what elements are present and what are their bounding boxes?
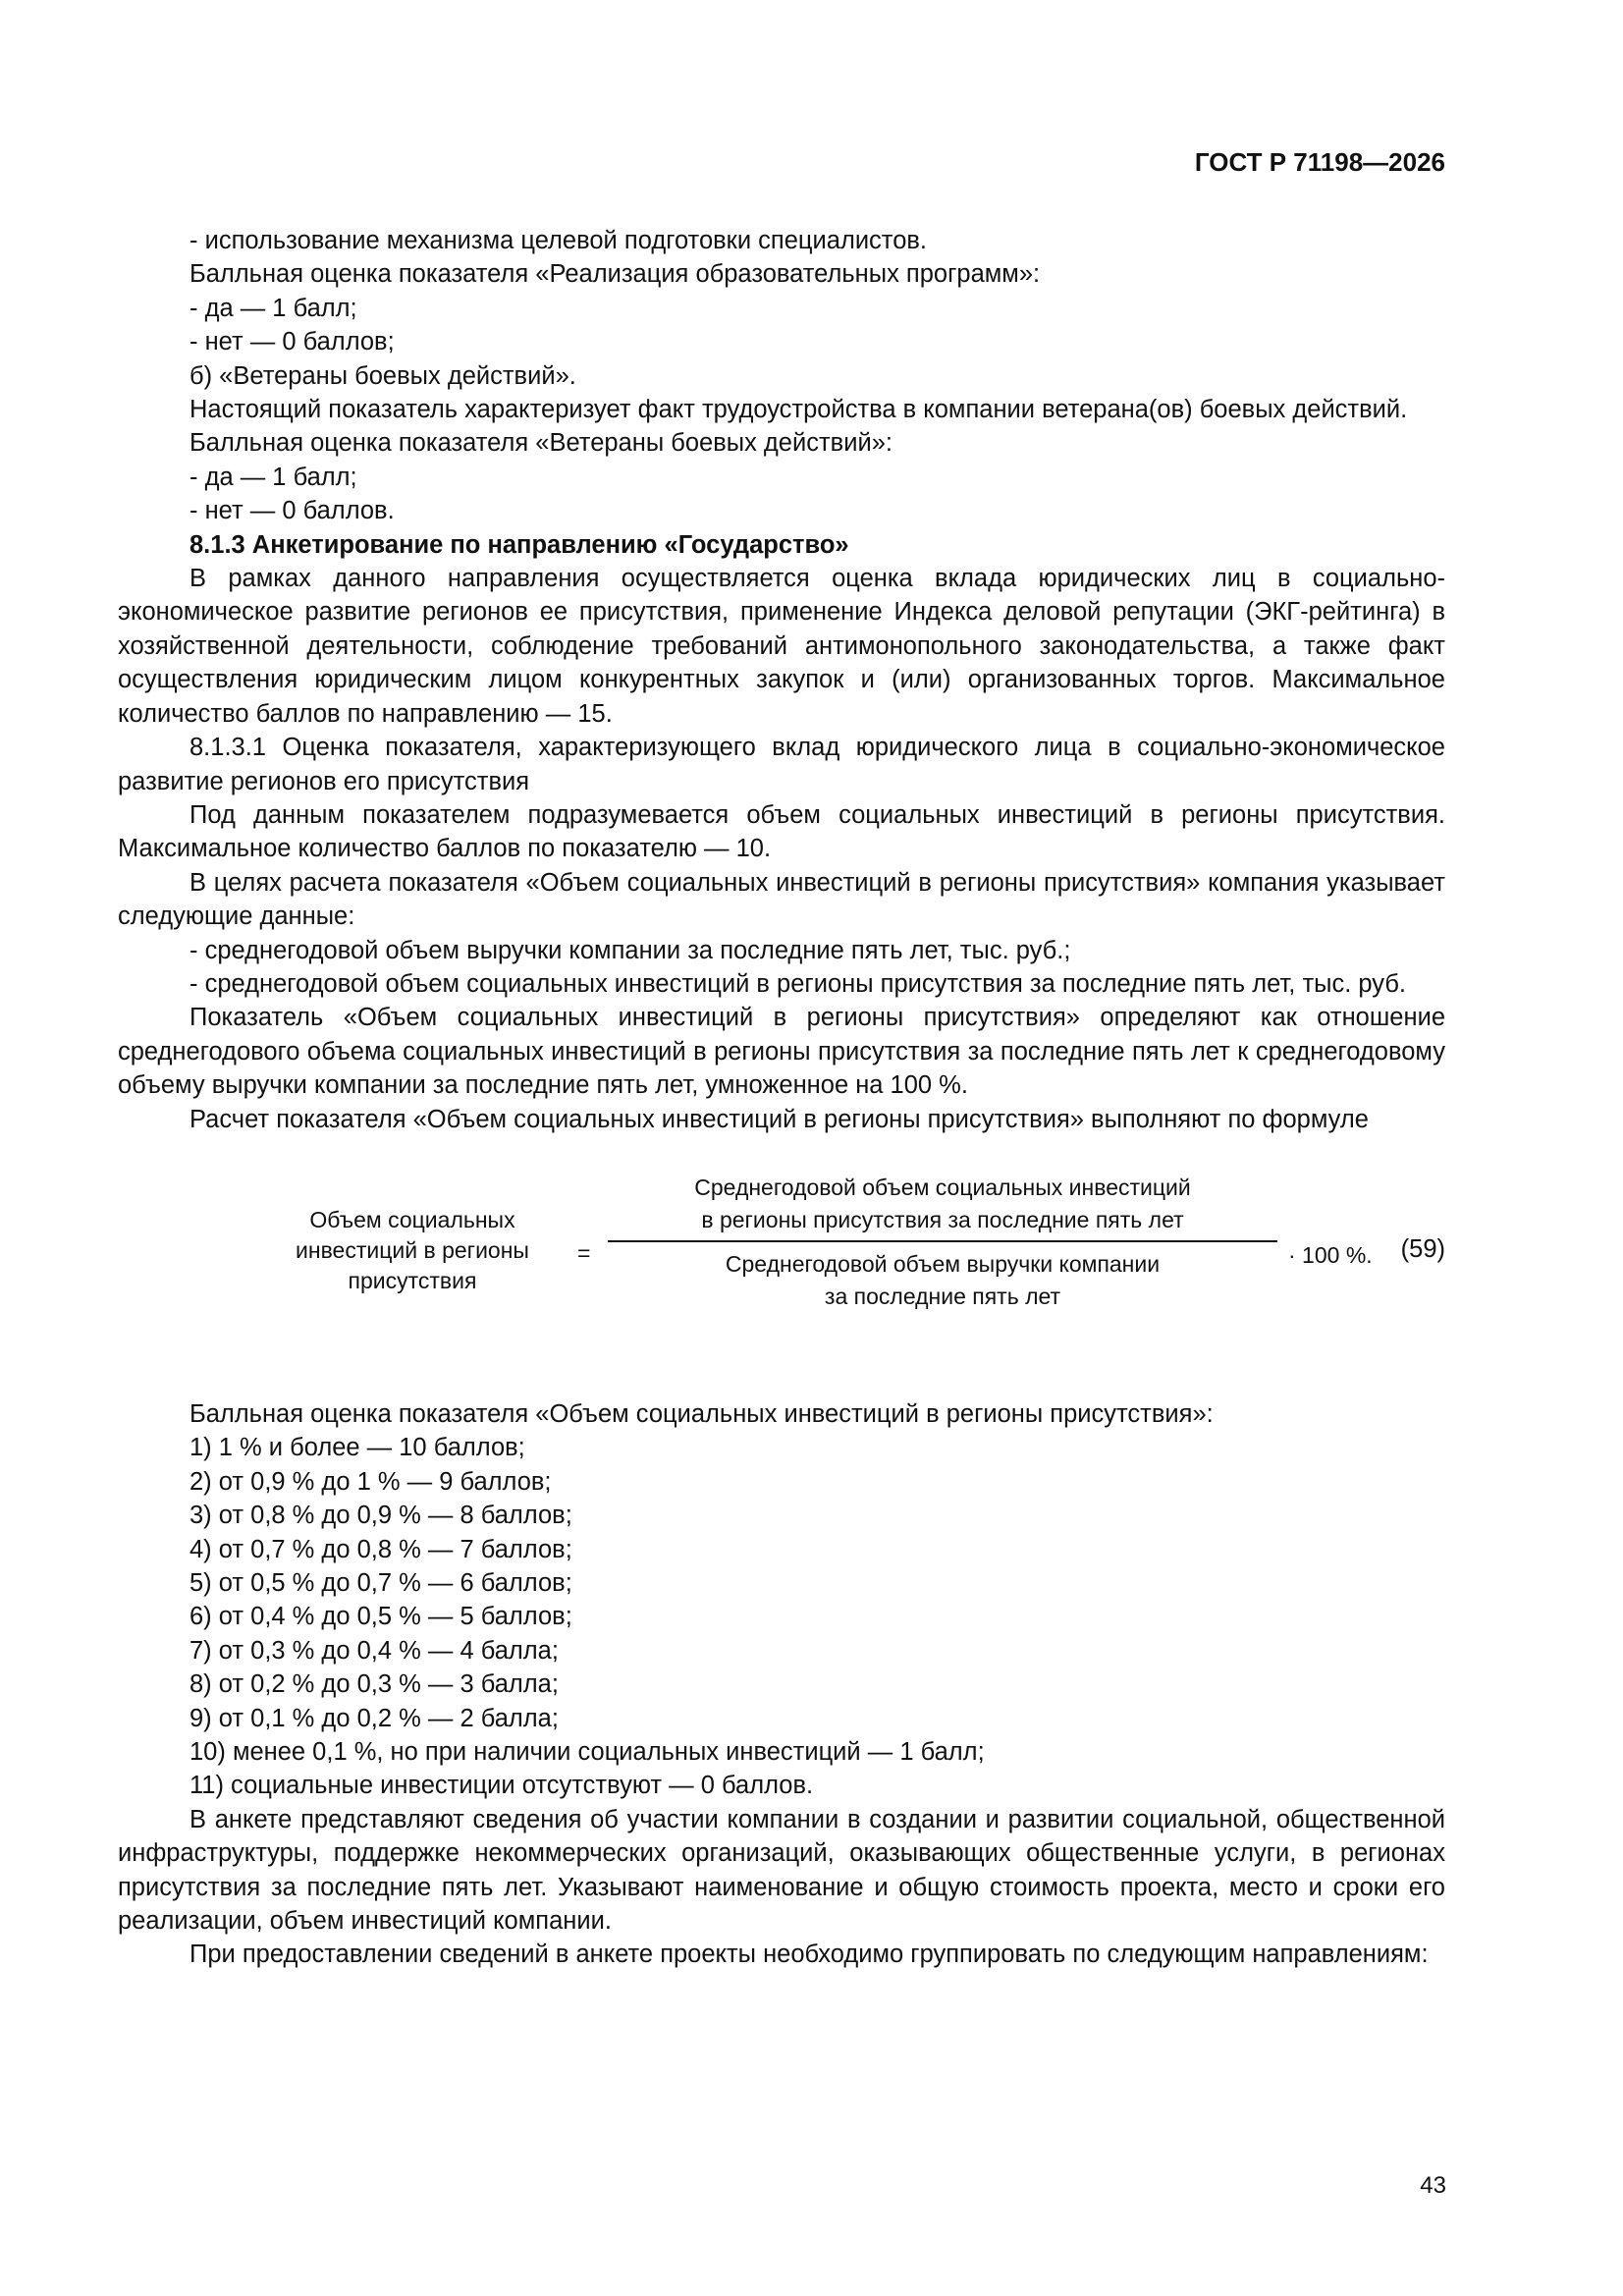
list-item: 3) от 0,8 % до 0,9 % — 8 баллов;	[189, 1502, 572, 1530]
formula-lhs-line: инвестиций в регионы	[296, 1236, 529, 1263]
list-item: - среднегодовой объем выручки компании за последние пять лет, тыс. руб.;	[189, 936, 1071, 964]
list-item: 1) 1 % и более — 10 баллов;	[189, 1434, 525, 1462]
paragraph: В рамках данного направления осуществляется оценка вклада юридических лиц в социально-экономическое развитие регионов ее присутствия, применение Индекса деловой репутации (ЭКГ-рейтинга) в хозяйственной деятельности, соблюдение требований антимонопольного законодательства, а также факт осуществления юридическим лицом конкурентных закупок и (или) организованных торгов. Максимальное количество баллов по направлению — 15.	[118, 565, 1445, 728]
list-item: 9) от 0,1 % до 0,2 % — 2 балла;	[189, 1704, 559, 1732]
paragraph: В целях расчета показателя «Объем социальных инвестиций в регионы присутствия» компания указывает следующие данные:	[118, 868, 1445, 931]
list-item: 7) от 0,3 % до 0,4 % — 4 балла;	[189, 1636, 559, 1665]
paragraph: При предоставлении сведений в анкете проекты необходимо группировать по следующим направлениям:	[189, 1941, 1429, 1969]
paragraph: Настоящий показатель характеризует факт трудоустройства в компании ветерана(ов) боевых действий.	[189, 396, 1408, 424]
list-item: 10) менее 0,1 %, но при наличии социальных инвестиций — 1 балл;	[189, 1738, 985, 1767]
formula-numerator	[604, 1172, 1281, 1240]
paragraph: Показатель «Объем социальных инвестиций в регионы присутствия» определяют как отношение среднегодового объема социальных инвестиций в регионы присутствия за последние пять лет к среднегодовому объему выручки компании за последние пять лет, умноженное на 100 %.	[118, 1004, 1445, 1100]
section-heading: 8.1.3 Анкетирование по направлению «Государство»	[189, 530, 849, 559]
formula-denominator-line: Среднегодовой объем выручки компании	[725, 1250, 1161, 1277]
formula-equals-sign: =	[577, 1239, 591, 1266]
formula-fraction	[604, 1172, 1281, 1313]
list-item: 6) от 0,4 % до 0,5 % — 5 баллов;	[189, 1603, 572, 1631]
list-item: 11) социальные инвестиции отсутствуют — 0 баллов.	[189, 1772, 814, 1800]
formula-lhs-line: присутствия	[348, 1267, 477, 1293]
document-body	[118, 224, 1445, 1972]
formula-lhs	[295, 1205, 530, 1296]
paragraph: Балльная оценка показателя «Объем социальных инвестиций в регионы присутствия»:	[189, 1399, 1214, 1428]
paragraph: Балльная оценка показателя «Ветераны боевых действий»:	[189, 429, 893, 458]
formula-number: (59)	[1400, 1234, 1445, 1263]
formula-numerator-line: Среднегодовой объем социальных инвестиций	[694, 1174, 1191, 1200]
page-number: 43	[1420, 2172, 1446, 2199]
paragraph: В анкете представляют сведения об участии компании в создании и развитии социальной, общественной инфраструктуры, поддержке некоммерческих организаций, оказывающих общественные услуги, в регионах присутствия за последние пять лет. Указывают наименование и общую стоимость проекта, место и сроки его реализации, объем инвестиций компании.	[118, 1805, 1445, 1936]
formula-multiplier: · 100 %.	[1288, 1241, 1373, 1268]
subsection-heading: 8.1.3.1 Оценка показателя, характеризующего вклад юридического лица в социально-экономическое развитие регионов его присутствия	[118, 734, 1445, 795]
formula-59	[118, 1172, 1445, 1354]
list-item: 5) от 0,5 % до 0,7 % — 6 баллов;	[189, 1569, 572, 1597]
list-item: - да — 1 балл;	[189, 463, 357, 491]
formula-denominator-line: за последние пять лет	[824, 1283, 1061, 1309]
document-id-header: ГОСТ Р 71198—2026	[1194, 147, 1445, 177]
paragraph: Балльная оценка показателя «Реализация образовательных программ»:	[189, 260, 1041, 289]
list-item: 2) от 0,9 % до 1 % — 9 баллов;	[189, 1467, 552, 1496]
list-item: - нет — 0 баллов.	[189, 497, 395, 525]
formula-numerator-line: в регионы присутствия за последние пять лет	[701, 1206, 1184, 1232]
formula-denominator	[604, 1242, 1281, 1313]
list-item: - среднегодовой объем социальных инвестиций в регионы присутствия за последние пять лет, тыс. руб.	[189, 969, 1407, 998]
list-item: 4) от 0,7 % до 0,8 % — 7 баллов;	[189, 1535, 572, 1563]
list-item: 8) от 0,2 % до 0,3 % — 3 балла;	[189, 1670, 559, 1699]
paragraph: Под данным показателем подразумевается объем социальных инвестиций в регионы присутствия. Максимальное количество баллов по показателю — 10.	[118, 800, 1445, 863]
list-item: б) «Ветераны боевых действий».	[189, 361, 576, 390]
paragraph: Расчет показателя «Объем социальных инвестиций в регионы присутствия» выполняют по формуле	[189, 1105, 1369, 1133]
list-item: - нет — 0 баллов;	[189, 328, 395, 356]
list-item: - использование механизма целевой подготовки специалистов.	[189, 227, 928, 254]
list-item: - да — 1 балл;	[189, 294, 357, 322]
formula-lhs-line: Объем социальных	[309, 1206, 515, 1232]
